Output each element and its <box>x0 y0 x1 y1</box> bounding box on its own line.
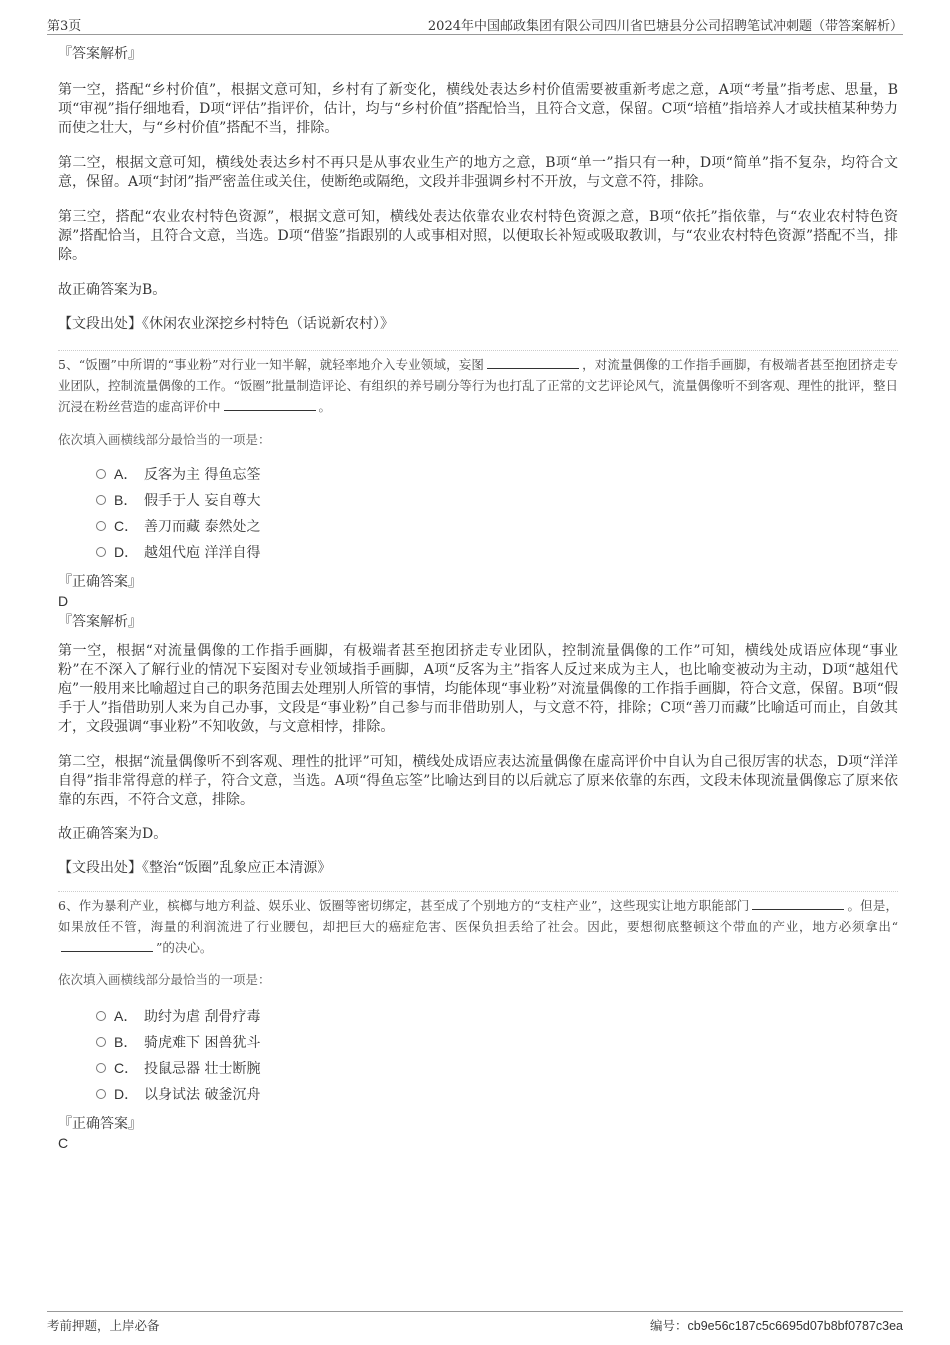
q6-option-b[interactable]: B． 骑虎难下 困兽犹斗 <box>58 1029 898 1055</box>
q4-analysis-title: 『答案解析』 <box>58 46 142 62</box>
q5-question-text <box>58 354 898 417</box>
radio-icon[interactable] <box>96 495 106 505</box>
q6-text-part2: 。但是，如果放任不管，海量的利润流进了行业腰包，却把巨大的癌症危害、医保负担丢给了社会。因此，要想彻底整顿这个带血的产业，地方必须拿出“ <box>58 898 898 934</box>
page-content <box>58 44 898 1152</box>
q6-option-c[interactable]: C． 投鼠忌器 壮士断腕 <box>58 1055 898 1081</box>
document-title: 2024年中国邮政集团有限公司四川省巴塘县分公司招聘笔试冲刺题（带答案解析） <box>427 19 903 34</box>
radio-icon[interactable] <box>96 469 106 479</box>
q4-source: 【文段出处】《休闲农业深挖乡村特色（话说新农村）》 <box>58 316 394 332</box>
q5-conclusion: 故正确答案为D。 <box>58 826 168 842</box>
serial-code: cb9e56c187c5c6695d07b8bf0787c3ea <box>687 1319 903 1333</box>
footer-slogan: 考前押题，上岸必备 <box>47 1318 160 1333</box>
q6-answer: C <box>58 1135 69 1151</box>
q5-text-part3: 。 <box>318 399 332 414</box>
q5-text-part1: 5、“饭圈”中所谓的“事业粉”对行业一知半解，就轻率地介入专业领域，妄图 <box>58 357 485 372</box>
q6-blank-1 <box>752 897 844 910</box>
q5-blank-1 <box>487 356 579 369</box>
q5-answer-title: 『正确答案』 <box>58 574 142 590</box>
q5-text-part2: ，对流量偶像的工作指手画脚，有极端者甚至抱团挤走专业团队，控制流量偶像的工作。“饭圈”批量制造评论、有组织的养号刷分等行为也打乱了正常的文艺评论风气，流量偶像听不到客观、理性的批评，整日沉浸在粉丝营造的虚高评价中 <box>58 357 898 414</box>
q5-blank-2 <box>224 398 316 411</box>
q6-option-d[interactable]: D． 以身试法 破釜沉舟 <box>58 1081 898 1107</box>
radio-icon[interactable] <box>96 1089 106 1099</box>
q5-analysis-p1: 第一空，根据“对流量偶像的工作指手画脚，有极端者甚至抱团挤走专业团队，控制流量偶像的工作”可知，横线处成语应体现“事业粉”在不深入了解行业的情况下妄图对专业领域指手画脚，A项“反客为主”指客人反过来成为主人，也比喻变被动为主动，D项“越俎代庖”一般用来比喻超过自己的职务范围去处理别人所管的事情，均能体现“事业粉”对流量偶像的工作指手画脚，符合文意，保留。B项“假手于人”指借助别人来为自己办事，文段是“事业粉”自己参与而非借助别人，与文意不符，排除；C项“善刀而藏”比喻适可而止，自敛其才，文段强调“事业粉”不知收敛，与文意相悖，排除。 <box>58 643 898 735</box>
page-footer <box>47 1311 903 1336</box>
q5-prompt: 依次填入画横线部分最恰当的一项是： <box>58 432 271 447</box>
page-number: 第3页 <box>47 19 82 34</box>
q4-conclusion: 故正确答案为B。 <box>58 282 167 298</box>
q6-text-part3: ”的决心。 <box>156 940 213 955</box>
q6-text-part1: 6、作为暴利产业，槟榔与地方利益、娱乐业、饭圈等密切绑定，甚至成了个别地方的“支柱产业”，这些现实让地方职能部门 <box>58 898 750 913</box>
q5-option-b[interactable]: B． 假手于人 妄自尊大 <box>58 487 898 513</box>
q4-analysis-p1: 第一空，搭配“乡村价值”，根据文意可知，乡村有了新变化，横线处表达乡村价值需要被重新考虑之意，A项“考量”指考虑、思量，B项“审视”指仔细地看，D项“评估”指评价，估计，均与“乡村价值”搭配恰当，且符合文意，保留。C项“培植”指培养人才或扶植某种势力而使之壮大，与“乡村价值”搭配不当，排除。 <box>58 82 898 136</box>
q5-source: 【文段出处】《整治“饭圈”乱象应正本清源》 <box>58 860 332 876</box>
q5-analysis-p2: 第二空，根据“流量偶像听不到客观、理性的批评”可知，横线处成语应表达流量偶像在虚高评价中自认为自己很厉害的状态，D项“洋洋自得”指非常得意的样子，符合文意，当选。A项“得鱼忘筌”比喻达到目的以后就忘了原来依靠的东西，文段未体现流量偶像忘了原来依靠的东西，不符合文意，排除。 <box>58 754 898 808</box>
question-divider <box>58 350 898 351</box>
q6-blank-2 <box>61 939 153 952</box>
q6-prompt: 依次填入画横线部分最恰当的一项是： <box>58 972 271 987</box>
q6-answer-title: 『正确答案』 <box>58 1116 142 1132</box>
q6-options <box>58 1003 898 1107</box>
q5-analysis-title: 『答案解析』 <box>58 614 142 630</box>
radio-icon[interactable] <box>96 1063 106 1073</box>
q5-option-c[interactable]: C． 善刀而藏 泰然处之 <box>58 513 898 539</box>
q5-option-a[interactable]: A． 反客为主 得鱼忘筌 <box>58 461 898 487</box>
question-divider <box>58 891 898 892</box>
document-serial <box>650 1316 903 1334</box>
q6-question-text <box>58 895 898 958</box>
page-header <box>47 14 903 35</box>
radio-icon[interactable] <box>96 1037 106 1047</box>
q5-option-d[interactable]: D． 越俎代庖 洋洋自得 <box>58 539 898 565</box>
q6-option-a[interactable]: A． 助纣为虐 刮骨疗毒 <box>58 1003 898 1029</box>
q5-answer: D <box>58 593 69 609</box>
radio-icon[interactable] <box>96 547 106 557</box>
radio-icon[interactable] <box>96 521 106 531</box>
q5-options <box>58 461 898 565</box>
serial-label: 编号： <box>650 1318 688 1333</box>
q4-analysis-p2: 第二空，根据文意可知，横线处表达乡村不再只是从事农业生产的地方之意，B项“单一”指只有一种，D项“简单”指不复杂，均符合文意，保留。A项“封闭”指严密盖住或关住，使断绝或隔绝，文段并非强调乡村不开放，与文意不符，排除。 <box>58 155 898 190</box>
radio-icon[interactable] <box>96 1011 106 1021</box>
q4-analysis-p3: 第三空，搭配“农业农村特色资源”，根据文意可知，横线处表达依靠农业农村特色资源之意，B项“依托”指依靠，与“农业农村特色资源”搭配恰当，且符合文意，当选。D项“借鉴”指跟别的人或事相对照，以便取长补短或吸取教训，与“农业农村特色资源”搭配不当，排除。 <box>58 209 898 263</box>
